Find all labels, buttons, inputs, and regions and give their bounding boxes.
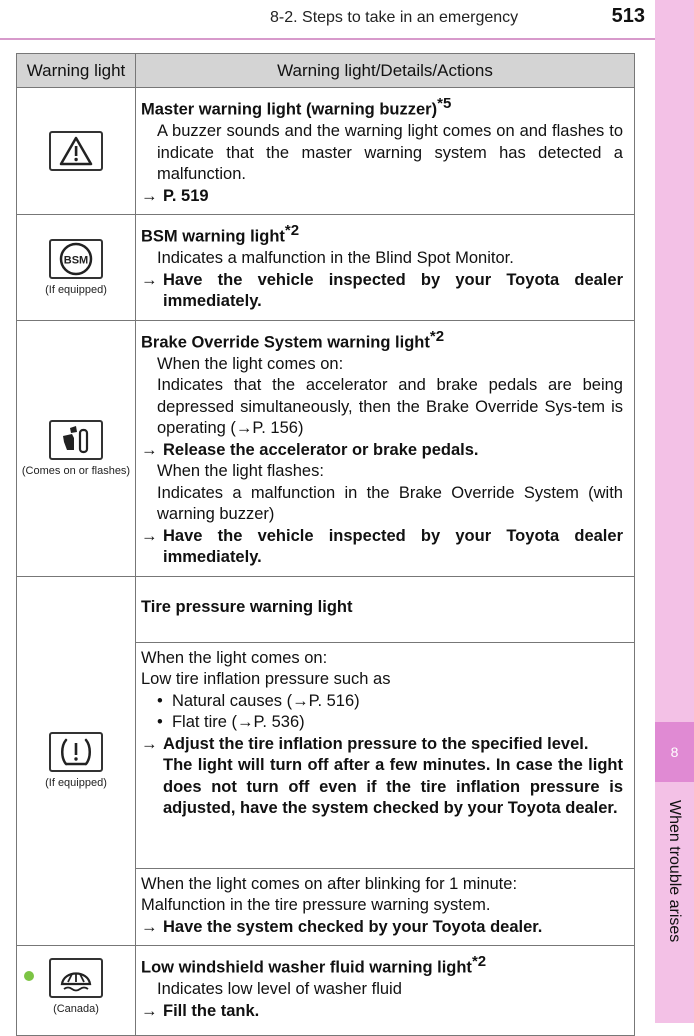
canada-note: (Canada) — [53, 1003, 99, 1015]
details-cell — [136, 88, 635, 215]
master-warning-title: Master warning light (warning buzzer)$^{*5}$ — [141, 95, 452, 119]
tire-action-2: → Have the system checked by your Toyota dealer. — [141, 917, 543, 936]
svg-text:BSM: BSM — [63, 254, 89, 267]
washer-action: → Fill the tank. — [141, 1001, 260, 1020]
tire-pressure-icon — [49, 732, 103, 772]
brake-when-flash: When the light flashes: — [157, 462, 324, 480]
tire-pressure-title: Tire pressure warning light — [141, 598, 353, 617]
brake-when-on: When the light comes on: — [157, 354, 344, 373]
details-cell — [136, 215, 635, 321]
equipped-note: (If equipped) — [45, 777, 107, 790]
page-link[interactable]: P. 519 — [163, 186, 209, 205]
equipped-note: (If equipped) — [45, 283, 107, 296]
washer-fluid-title: Low windshield washer fluid warning light$^{*2}$ — [141, 953, 487, 977]
chapter-title: When trouble arises — [666, 800, 683, 943]
bsm-icon — [49, 239, 103, 279]
table-row — [17, 215, 635, 321]
master-warning-description: A buzzer sounds and the warning light comes on and flashes to indicate that the master warning system has detected a malfunction. — [157, 122, 623, 183]
washer-description: Indicates low level of washer fluid — [157, 980, 402, 998]
list-item: • Flat tire (→P. 536) — [157, 713, 305, 731]
table-row — [17, 946, 635, 1036]
chapter-number-tab[interactable]: 8 — [655, 722, 694, 782]
details-cell — [136, 946, 635, 1036]
table-row — [17, 88, 635, 215]
icon-cell — [17, 320, 136, 576]
warning-lights-table — [16, 53, 635, 1036]
chapter-title-tab[interactable] — [655, 790, 694, 990]
details-cell — [136, 868, 635, 946]
column-header-warning-light: Warning light — [17, 54, 136, 88]
icon-cell — [17, 88, 136, 215]
list-item: • Natural causes (→P. 516) — [157, 691, 360, 710]
tire-low-pressure: Low tire inflation pressure such as — [141, 670, 391, 688]
section-title: 8-2. Steps to take in an emergency — [270, 9, 519, 26]
tire-action: → Adjust the tire inflation pressure to the specified level. The light will turn off after a few minutes. In case the light does not turn off even if the tire inflation pressure is adjusted, have the system checked by your Toyota dealer. — [141, 734, 623, 817]
brake-override-title: Brake Override System warning light$^{*2}$ — [141, 327, 445, 351]
table-header-row — [17, 54, 635, 88]
master-warning-ref: → P. 519 — [141, 186, 623, 208]
icon-cell — [17, 576, 136, 946]
washer-fluid-icon — [49, 958, 103, 998]
page-number: 513 — [611, 5, 645, 27]
brake-action-on: → Release the accelerator or brake pedals. — [141, 440, 479, 459]
brake-action-flash: → Have the vehicle inspected by your Toyota dealer immediately. — [141, 526, 623, 566]
brake-description-on: Indicates that the accelerator and brake pedals are being depressed simultaneously, then the Brake Override Sys-tem is operating (→P. 156) — [157, 376, 623, 437]
column-header-details: Warning light/Details/Actions — [136, 54, 635, 88]
comes-on-note: (Comes on or flashes) — [21, 464, 131, 477]
bsm-description: Indicates a malfunction in the Blind Spot Monitor. — [157, 249, 514, 267]
tire-malfunction: Malfunction in the tire pressure warning system. — [141, 896, 491, 914]
brake-description-flash: Indicates a malfunction in the Brake Override System (with warning buzzer) — [157, 483, 623, 523]
table-row — [17, 576, 635, 642]
details-cell — [136, 576, 635, 642]
bsm-action: → Have the vehicle inspected by your Toyota dealer immediately. — [141, 270, 623, 310]
tire-when-blink: When the light comes on after blinking for 1 minute: — [141, 874, 518, 893]
master-warning-icon — [49, 131, 103, 171]
table-row — [17, 320, 635, 576]
tire-when-on: When the light comes on: — [141, 648, 328, 667]
icon-cell — [17, 215, 136, 321]
details-cell — [136, 642, 635, 868]
details-cell — [136, 320, 635, 576]
bsm-title: BSM warning light$^{*2}$ — [141, 222, 300, 246]
icon-cell — [17, 946, 136, 1036]
page-header — [0, 0, 655, 40]
brake-override-icon — [49, 420, 103, 460]
